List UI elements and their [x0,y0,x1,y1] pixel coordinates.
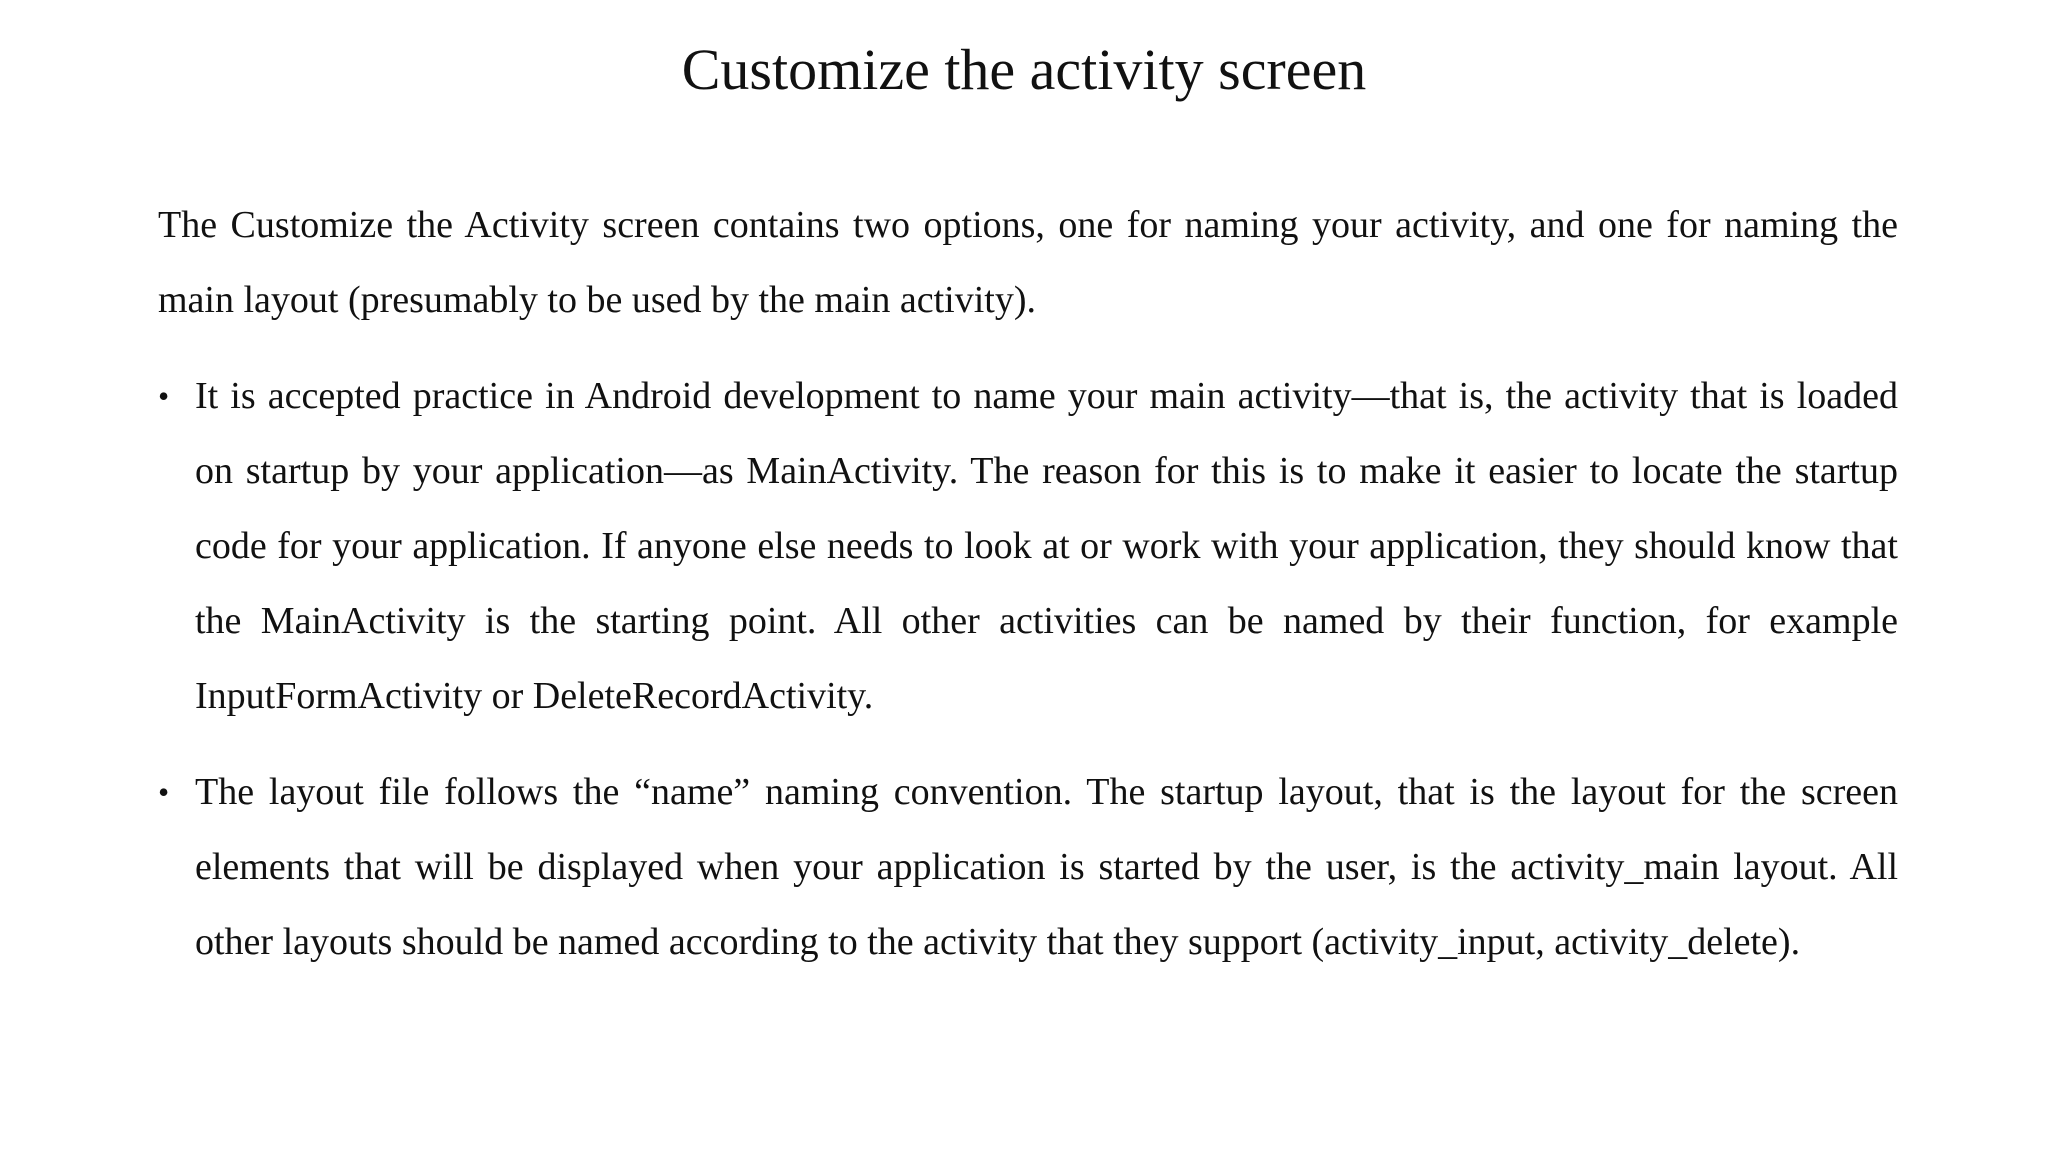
bullet-icon: • [158,378,170,414]
bullet-item-layout-file [158,755,1898,980]
slide-title: Customize the activity screen [681,37,1367,102]
bullet-text: The layout file follows the “name” naming convention. The startup layout, that is the layout for the screen elements that will be displayed when your application is started by the user, is the activity_main layout. All other layouts should be named according to the activity that they support (activity_input, activity_delete). [195,771,1898,963]
bullet-list [158,359,1898,980]
intro-paragraph: The Customize the Activity screen contains two options, one for naming your activity, and one for naming the main layout (presumably to be used by the main activity). [158,204,1898,321]
bullet-text: It is accepted practice in Android development to name your main activity—that is, the activity that is loaded on startup by your application—as MainActivity. The reason for this is to make it easier to locate the startup code for your application. If anyone else needs to look at or work with your application, they should know that the MainActivity is the starting point. All other activities can be named by their function, for example InputFormActivity or DeleteRecordActivity. [195,375,1898,717]
bullet-item-main-activity [158,359,1898,734]
bullet-icon: • [158,774,170,810]
slide-body [158,188,1898,1001]
